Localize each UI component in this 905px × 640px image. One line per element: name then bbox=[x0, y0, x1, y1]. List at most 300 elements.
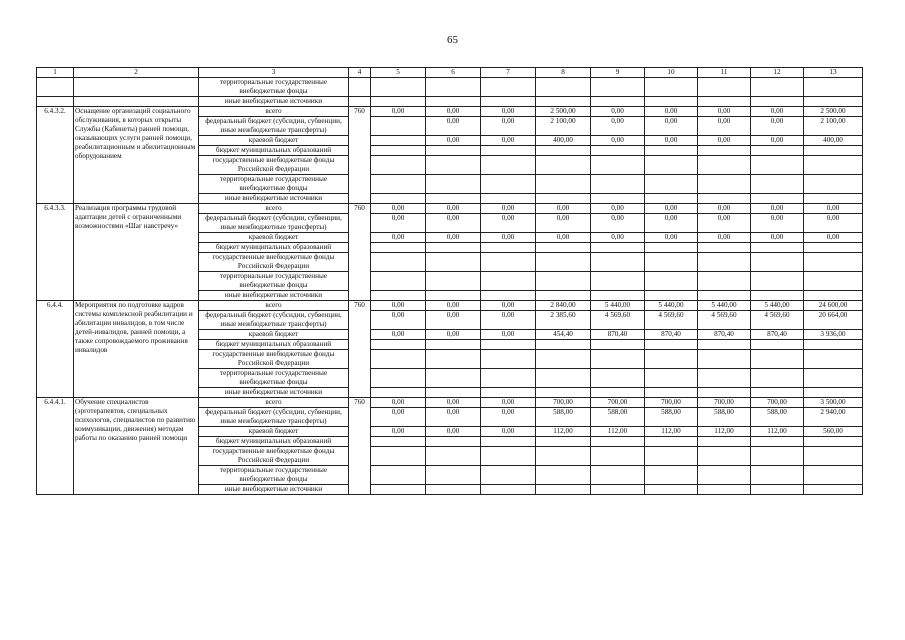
value-cell bbox=[426, 156, 481, 175]
value-cell bbox=[481, 388, 536, 398]
value-cell: 112,00 bbox=[698, 427, 751, 437]
value-cell bbox=[804, 485, 863, 495]
code-cell: 6.4.3.2. bbox=[37, 107, 74, 204]
value-cell: 4 569,60 bbox=[698, 311, 751, 330]
value-cell bbox=[371, 175, 426, 194]
funding-source-cell: территориальные государственные внебюджетные фонды bbox=[199, 78, 349, 97]
value-cell: 0,00 bbox=[751, 233, 804, 243]
value-cell: 3 500,00 bbox=[804, 398, 863, 408]
value-cell bbox=[371, 388, 426, 398]
table-row bbox=[37, 398, 863, 408]
value-cell bbox=[591, 485, 645, 495]
value-cell bbox=[371, 369, 426, 388]
funding-source-cell: иные внебюджетные источники bbox=[199, 291, 349, 301]
value-cell bbox=[751, 340, 804, 350]
value-cell bbox=[371, 340, 426, 350]
value-cell: 0,00 bbox=[481, 398, 536, 408]
value-cell: 0,00 bbox=[591, 107, 645, 117]
value-cell: 0,00 bbox=[804, 204, 863, 214]
value-cell: 588,00 bbox=[536, 408, 591, 427]
funding-source-cell: иные внебюджетные источники bbox=[199, 97, 349, 107]
value-cell: 0,00 bbox=[426, 214, 481, 233]
value-cell bbox=[426, 78, 481, 97]
value-cell bbox=[481, 466, 536, 485]
value-cell: 0,00 bbox=[751, 214, 804, 233]
value-cell bbox=[591, 437, 645, 447]
value-cell bbox=[645, 78, 698, 97]
value-cell bbox=[698, 291, 751, 301]
value-cell: 0,00 bbox=[481, 214, 536, 233]
code-cell bbox=[37, 78, 74, 97]
value-cell bbox=[481, 253, 536, 272]
value-cell: 700,00 bbox=[698, 398, 751, 408]
value-cell bbox=[591, 253, 645, 272]
value-cell bbox=[698, 350, 751, 369]
value-cell: 0,00 bbox=[481, 204, 536, 214]
column-4-cell: 760 bbox=[349, 301, 371, 398]
column-4-cell: 760 bbox=[349, 204, 371, 301]
value-cell bbox=[371, 117, 426, 136]
value-cell: 0,00 bbox=[426, 204, 481, 214]
column-number-header: 8 bbox=[536, 68, 591, 78]
value-cell: 0,00 bbox=[426, 107, 481, 117]
value-cell bbox=[426, 485, 481, 495]
value-cell bbox=[751, 466, 804, 485]
value-cell: 0,00 bbox=[481, 136, 536, 146]
value-cell bbox=[591, 388, 645, 398]
value-cell: 0,00 bbox=[481, 117, 536, 136]
value-cell bbox=[804, 350, 863, 369]
value-cell: 2 840,00 bbox=[536, 301, 591, 311]
value-cell bbox=[645, 340, 698, 350]
value-cell bbox=[536, 466, 591, 485]
value-cell bbox=[698, 175, 751, 194]
value-cell bbox=[804, 146, 863, 156]
value-cell bbox=[645, 156, 698, 175]
value-cell: 0,00 bbox=[591, 117, 645, 136]
code-cell: 6.4.4.1. bbox=[37, 398, 74, 495]
value-cell: 0,00 bbox=[481, 233, 536, 243]
column-number-header: 12 bbox=[751, 68, 804, 78]
value-cell: 560,00 bbox=[804, 427, 863, 437]
value-cell bbox=[426, 350, 481, 369]
value-cell bbox=[349, 78, 371, 97]
value-cell bbox=[536, 437, 591, 447]
value-cell bbox=[804, 437, 863, 447]
value-cell bbox=[804, 369, 863, 388]
value-cell: 112,00 bbox=[536, 427, 591, 437]
value-cell bbox=[804, 78, 863, 97]
value-cell bbox=[371, 291, 426, 301]
value-cell bbox=[591, 243, 645, 253]
value-cell: 588,00 bbox=[751, 408, 804, 427]
value-cell: 700,00 bbox=[591, 398, 645, 408]
value-cell bbox=[751, 243, 804, 253]
value-cell bbox=[371, 136, 426, 146]
column-4-cell: 760 bbox=[349, 398, 371, 495]
funding-source-cell: краевой бюджет bbox=[199, 136, 349, 146]
value-cell bbox=[698, 243, 751, 253]
value-cell bbox=[804, 243, 863, 253]
value-cell bbox=[751, 146, 804, 156]
funding-source-cell: территориальные государственные внебюджетные фонды bbox=[199, 272, 349, 291]
value-cell bbox=[426, 253, 481, 272]
value-cell bbox=[536, 97, 591, 107]
value-cell: 0,00 bbox=[426, 427, 481, 437]
value-cell bbox=[536, 350, 591, 369]
value-cell bbox=[371, 146, 426, 156]
code-cell bbox=[37, 97, 74, 107]
value-cell: 0,00 bbox=[371, 214, 426, 233]
value-cell bbox=[751, 388, 804, 398]
value-cell bbox=[371, 243, 426, 253]
funding-source-cell: иные внебюджетные источники bbox=[199, 194, 349, 204]
value-cell bbox=[751, 175, 804, 194]
value-cell bbox=[698, 369, 751, 388]
value-cell: 0,00 bbox=[698, 214, 751, 233]
value-cell: 0,00 bbox=[804, 214, 863, 233]
value-cell bbox=[751, 253, 804, 272]
value-cell: 400,00 bbox=[536, 136, 591, 146]
value-cell: 0,00 bbox=[371, 311, 426, 330]
funding-source-cell: бюджет муниципальных образований bbox=[199, 146, 349, 156]
table-row bbox=[37, 204, 863, 214]
value-cell bbox=[426, 272, 481, 291]
value-cell: 0,00 bbox=[481, 330, 536, 340]
value-cell: 588,00 bbox=[698, 408, 751, 427]
value-cell: 0,00 bbox=[804, 233, 863, 243]
value-cell: 0,00 bbox=[751, 117, 804, 136]
value-cell bbox=[481, 485, 536, 495]
value-cell bbox=[645, 272, 698, 291]
column-number-header: 6 bbox=[426, 68, 481, 78]
value-cell bbox=[698, 485, 751, 495]
value-cell: 0,00 bbox=[645, 233, 698, 243]
value-cell: 0,00 bbox=[426, 233, 481, 243]
value-cell: 0,00 bbox=[371, 204, 426, 214]
value-cell bbox=[481, 78, 536, 97]
value-cell bbox=[536, 194, 591, 204]
value-cell bbox=[591, 194, 645, 204]
value-cell: 0,00 bbox=[371, 301, 426, 311]
value-cell bbox=[481, 272, 536, 291]
value-cell bbox=[804, 253, 863, 272]
value-cell: 0,00 bbox=[371, 427, 426, 437]
value-cell: 0,00 bbox=[591, 204, 645, 214]
value-cell bbox=[591, 156, 645, 175]
column-number-header: 3 bbox=[199, 68, 349, 78]
value-cell: 0,00 bbox=[371, 408, 426, 427]
value-cell bbox=[426, 437, 481, 447]
value-cell: 2 500,00 bbox=[536, 107, 591, 117]
value-cell: 0,00 bbox=[645, 204, 698, 214]
value-cell bbox=[481, 350, 536, 369]
value-cell bbox=[536, 272, 591, 291]
value-cell bbox=[645, 437, 698, 447]
value-cell: 0,00 bbox=[426, 301, 481, 311]
title-cell: Мероприятия по подготовке кадров системы комплексной реабилитации и абилитации инвалидов, в том числе детей-инвалидов, ранней помощи, а также сопровождаемого проживания инвалидов bbox=[74, 301, 199, 398]
value-cell: 20 664,00 bbox=[804, 311, 863, 330]
value-cell bbox=[426, 291, 481, 301]
value-cell bbox=[426, 466, 481, 485]
value-cell bbox=[645, 194, 698, 204]
value-cell bbox=[426, 447, 481, 466]
funding-source-cell: краевой бюджет bbox=[199, 233, 349, 243]
value-cell bbox=[698, 78, 751, 97]
value-cell: 2 940,00 bbox=[804, 408, 863, 427]
title-cell: Обучение специалистов (эрготерапевтов, специальных психологов, специалистов по развитию коммуникации, движения) методам работы по оказанию ранней помощи bbox=[74, 398, 199, 495]
value-cell: 0,00 bbox=[371, 233, 426, 243]
funding-source-cell: бюджет муниципальных образований bbox=[199, 437, 349, 447]
value-cell: 700,00 bbox=[751, 398, 804, 408]
value-cell bbox=[536, 340, 591, 350]
funding-source-cell: краевой бюджет bbox=[199, 330, 349, 340]
value-cell bbox=[698, 466, 751, 485]
value-cell: 5 440,00 bbox=[591, 301, 645, 311]
value-cell bbox=[804, 194, 863, 204]
value-cell: 0,00 bbox=[698, 233, 751, 243]
value-cell: 0,00 bbox=[698, 107, 751, 117]
column-number-header: 1 bbox=[37, 68, 74, 78]
value-cell: 5 440,00 bbox=[698, 301, 751, 311]
funding-source-cell: федеральный бюджет (субсидии, субвенции, иные межбюджетные трансферты) bbox=[199, 408, 349, 427]
title-cell: Реализация программы трудовой адаптации детей с ограниченными возможностями «Шаг навстречу» bbox=[74, 204, 199, 301]
value-cell bbox=[591, 466, 645, 485]
value-cell bbox=[481, 97, 536, 107]
funding-source-cell: федеральный бюджет (субсидии, субвенции, иные межбюджетные трансферты) bbox=[199, 117, 349, 136]
value-cell bbox=[426, 340, 481, 350]
value-cell bbox=[481, 194, 536, 204]
value-cell: 0,00 bbox=[371, 107, 426, 117]
value-cell: 0,00 bbox=[481, 311, 536, 330]
value-cell: 588,00 bbox=[645, 408, 698, 427]
value-cell: 0,00 bbox=[645, 107, 698, 117]
value-cell: 112,00 bbox=[645, 427, 698, 437]
value-cell: 0,00 bbox=[645, 214, 698, 233]
value-cell: 2 385,60 bbox=[536, 311, 591, 330]
value-cell bbox=[591, 146, 645, 156]
value-cell bbox=[591, 350, 645, 369]
value-cell bbox=[645, 466, 698, 485]
value-cell: 5 440,00 bbox=[645, 301, 698, 311]
value-cell bbox=[481, 291, 536, 301]
value-cell: 0,00 bbox=[536, 233, 591, 243]
value-cell bbox=[804, 175, 863, 194]
value-cell bbox=[751, 291, 804, 301]
value-cell bbox=[426, 175, 481, 194]
value-cell bbox=[804, 466, 863, 485]
funding-source-cell: всего bbox=[199, 301, 349, 311]
value-cell: 0,00 bbox=[591, 214, 645, 233]
value-cell bbox=[804, 156, 863, 175]
value-cell bbox=[536, 369, 591, 388]
value-cell bbox=[645, 447, 698, 466]
value-cell: 400,00 bbox=[804, 136, 863, 146]
funding-source-cell: территориальные государственные внебюджетные фонды bbox=[199, 175, 349, 194]
funding-source-cell: государственные внебюджетные фонды Российской Федерации bbox=[199, 350, 349, 369]
value-cell bbox=[751, 194, 804, 204]
value-cell bbox=[536, 485, 591, 495]
value-cell bbox=[371, 272, 426, 291]
column-number-header: 13 bbox=[804, 68, 863, 78]
value-cell bbox=[698, 253, 751, 272]
value-cell: 0,00 bbox=[591, 136, 645, 146]
value-cell: 0,00 bbox=[751, 107, 804, 117]
funding-source-cell: территориальные государственные внебюджетные фонды bbox=[199, 466, 349, 485]
value-cell bbox=[698, 447, 751, 466]
value-cell: 870,40 bbox=[698, 330, 751, 340]
value-cell: 2 500,00 bbox=[804, 107, 863, 117]
funding-source-cell: всего bbox=[199, 107, 349, 117]
value-cell: 870,40 bbox=[751, 330, 804, 340]
value-cell: 5 440,00 bbox=[751, 301, 804, 311]
value-cell bbox=[481, 243, 536, 253]
value-cell bbox=[591, 291, 645, 301]
value-cell bbox=[481, 437, 536, 447]
value-cell bbox=[804, 97, 863, 107]
value-cell bbox=[481, 340, 536, 350]
value-cell bbox=[481, 146, 536, 156]
value-cell: 0,00 bbox=[426, 398, 481, 408]
value-cell: 0,00 bbox=[751, 136, 804, 146]
value-cell bbox=[481, 156, 536, 175]
funding-source-cell: государственные внебюджетные фонды Российской Федерации bbox=[199, 253, 349, 272]
value-cell: 112,00 bbox=[591, 427, 645, 437]
value-cell bbox=[371, 437, 426, 447]
value-cell bbox=[645, 291, 698, 301]
value-cell bbox=[751, 78, 804, 97]
value-cell bbox=[536, 253, 591, 272]
value-cell: 700,00 bbox=[645, 398, 698, 408]
table-row bbox=[37, 97, 863, 107]
value-cell bbox=[698, 194, 751, 204]
value-cell: 0,00 bbox=[481, 427, 536, 437]
value-cell bbox=[536, 156, 591, 175]
value-cell: 0,00 bbox=[536, 214, 591, 233]
value-cell bbox=[536, 146, 591, 156]
value-cell bbox=[645, 369, 698, 388]
value-cell bbox=[349, 97, 371, 107]
value-cell bbox=[645, 253, 698, 272]
value-cell: 454,40 bbox=[536, 330, 591, 340]
column-number-header: 2 bbox=[74, 68, 199, 78]
budget-table bbox=[36, 67, 863, 495]
value-cell: 0,00 bbox=[481, 408, 536, 427]
value-cell bbox=[536, 447, 591, 466]
value-cell bbox=[698, 156, 751, 175]
column-number-header: 10 bbox=[645, 68, 698, 78]
value-cell bbox=[751, 485, 804, 495]
value-cell: 24 600,00 bbox=[804, 301, 863, 311]
value-cell bbox=[751, 272, 804, 291]
value-cell bbox=[426, 194, 481, 204]
value-cell bbox=[591, 175, 645, 194]
value-cell bbox=[371, 253, 426, 272]
value-cell bbox=[804, 291, 863, 301]
value-cell: 0,00 bbox=[645, 117, 698, 136]
value-cell bbox=[371, 194, 426, 204]
value-cell bbox=[591, 369, 645, 388]
funding-source-cell: федеральный бюджет (субсидии, субвенции, иные межбюджетные трансферты) bbox=[199, 311, 349, 330]
value-cell: 0,00 bbox=[426, 330, 481, 340]
value-cell: 0,00 bbox=[591, 233, 645, 243]
funding-source-cell: государственные внебюджетные фонды Российской Федерации bbox=[199, 447, 349, 466]
value-cell bbox=[804, 447, 863, 466]
value-cell: 3 936,00 bbox=[804, 330, 863, 340]
value-cell bbox=[371, 78, 426, 97]
value-cell bbox=[371, 485, 426, 495]
title-cell bbox=[74, 97, 199, 107]
value-cell bbox=[481, 175, 536, 194]
column-number-header: 9 bbox=[591, 68, 645, 78]
table-row bbox=[37, 107, 863, 117]
value-cell bbox=[751, 369, 804, 388]
value-cell bbox=[536, 78, 591, 97]
code-cell: 6.4.4. bbox=[37, 301, 74, 398]
value-cell: 4 569,60 bbox=[751, 311, 804, 330]
funding-source-cell: иные внебюджетные источники bbox=[199, 388, 349, 398]
funding-source-cell: всего bbox=[199, 398, 349, 408]
funding-source-cell: государственные внебюджетные фонды Российской Федерации bbox=[199, 156, 349, 175]
value-cell bbox=[371, 97, 426, 107]
column-4-cell: 760 bbox=[349, 107, 371, 204]
code-cell: 6.4.3.3. bbox=[37, 204, 74, 301]
value-cell bbox=[751, 437, 804, 447]
value-cell: 0,00 bbox=[426, 117, 481, 136]
value-cell bbox=[698, 272, 751, 291]
value-cell bbox=[698, 388, 751, 398]
funding-source-cell: территориальные государственные внебюджетные фонды bbox=[199, 369, 349, 388]
value-cell bbox=[591, 97, 645, 107]
value-cell: 4 569,60 bbox=[591, 311, 645, 330]
value-cell: 0,00 bbox=[371, 398, 426, 408]
funding-source-cell: бюджет муниципальных образований bbox=[199, 340, 349, 350]
title-cell: Оснащение организаций социального обслуживания, в которых открыты Службы (Кабинеты) ранней помощи, оказывающих услуги ранней помощи, реабилитационным и абилитационным оборудованием bbox=[74, 107, 199, 204]
value-cell bbox=[804, 388, 863, 398]
value-cell bbox=[751, 97, 804, 107]
table-row bbox=[37, 301, 863, 311]
value-cell bbox=[645, 350, 698, 369]
funding-source-cell: федеральный бюджет (субсидии, субвенции, иные межбюджетные трансферты) bbox=[199, 214, 349, 233]
value-cell: 0,00 bbox=[426, 408, 481, 427]
value-cell: 2 100,00 bbox=[804, 117, 863, 136]
value-cell bbox=[804, 340, 863, 350]
value-cell bbox=[751, 156, 804, 175]
value-cell bbox=[426, 146, 481, 156]
funding-source-cell: бюджет муниципальных образований bbox=[199, 243, 349, 253]
value-cell: 0,00 bbox=[481, 107, 536, 117]
value-cell bbox=[426, 243, 481, 253]
value-cell bbox=[536, 291, 591, 301]
value-cell: 0,00 bbox=[698, 117, 751, 136]
value-cell: 700,00 bbox=[536, 398, 591, 408]
table-row bbox=[37, 78, 863, 97]
value-cell bbox=[591, 78, 645, 97]
column-number-header: 5 bbox=[371, 68, 426, 78]
value-cell bbox=[536, 243, 591, 253]
value-cell bbox=[591, 272, 645, 291]
value-cell bbox=[536, 388, 591, 398]
value-cell: 0,00 bbox=[536, 204, 591, 214]
value-cell bbox=[591, 340, 645, 350]
column-number-header: 4 bbox=[349, 68, 371, 78]
value-cell bbox=[371, 466, 426, 485]
value-cell bbox=[645, 175, 698, 194]
value-cell: 0,00 bbox=[698, 204, 751, 214]
value-cell bbox=[698, 146, 751, 156]
value-cell: 0,00 bbox=[645, 136, 698, 146]
column-number-row bbox=[37, 68, 863, 78]
